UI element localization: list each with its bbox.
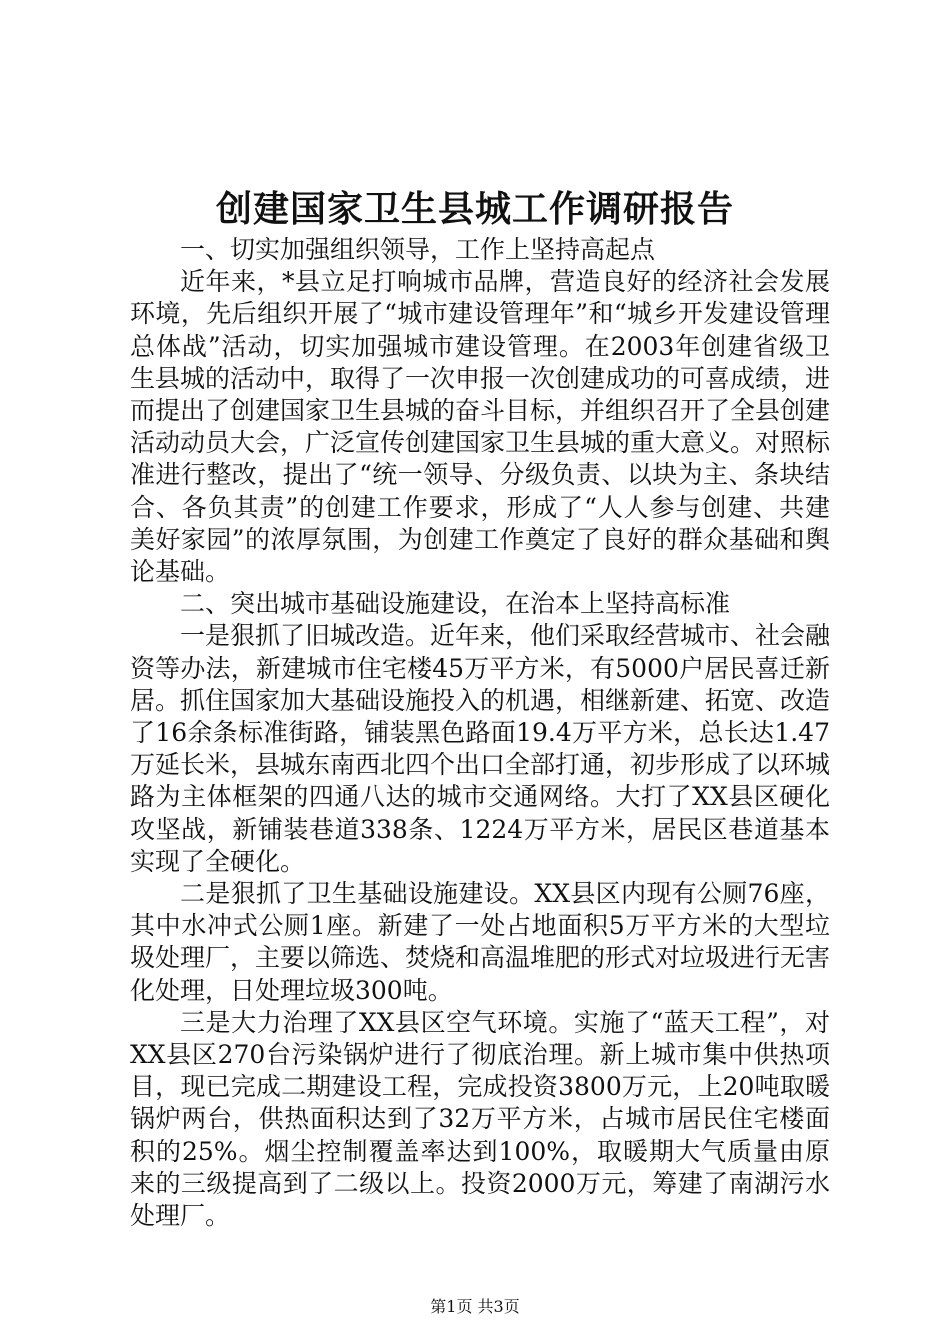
document-title: 创建国家卫生县城工作调研报告 xyxy=(215,188,734,230)
page-number-footer: 第1页 共3页 xyxy=(430,1297,520,1316)
paragraph-old-city-renovation: 一是狠抓了旧城改造。近年来，他们采取经营城市、社会融资等办法，新建城市住宅楼45万平方米，有5000户居民喜迁新居。抓住国家加大基础设施投入的机遇，相继新建、拓宽、改造了16余条标准街路，铺装黑色路面19.4万平方米，总长达1.47万延长米，县城东南西北四个出口全部打通，初步形成了以环城路为主体框架的四通八达的城市交通网络。大打了XX县区硬化攻坚战，新铺装巷道338条、1224万平方米，居民区巷道基本实现了全硬化。 xyxy=(130,621,831,876)
paragraph-organization: 近年来，*县立足打响城市品牌，营造良好的经济社会发展环境，先后组织开展了“城市建设管理年”和“城乡开发建设管理总体战”活动，切实加强城市建设管理。在2003年创建省级卫生县城的活动中，取得了一次申报一次创建成功的可喜成绩，进而提出了创建国家卫生县城的奋斗目标，并组织召开了全县创建活动动员大会，广泛宣传创建国家卫生县城的重大意义。对照标准进行整改，提出了“统一领导、分级负责、以块为主、条块结合、各负其责”的创建工作要求，形成了“人人参与创建、共建美好家园”的浓厚氛围，为创建工作奠定了良好的群众基础和舆论基础。 xyxy=(130,267,831,587)
document-body xyxy=(130,234,830,1232)
section-heading-1: 一、切实加强组织领导，工作上坚持高起点 xyxy=(180,235,656,264)
paragraph-sanitation-facilities: 二是狠抓了卫生基础设施建设。XX县区内现有公厕76座，其中水冲式公厕1座。新建了一处占地面积5万平方米的大型垃圾处理厂，主要以筛选、焚烧和高温堆肥的形式对垃圾进行无害化处理，日处理垃圾300吨。 xyxy=(130,879,831,1005)
paragraph-air-environment: 三是大力治理了XX县区空气环境。实施了“蓝天工程”，对XX县区270台污染锅炉进行了彻底治理。新上城市集中供热项目，现已完成二期建设工程，完成投资3800万元，上20吨取暖锅炉两台，供热面积达到了32万平方米，占城市居民住宅楼面积的25%。烟尘控制覆盖率达到100%，取暖期大气质量由原来的三级提高到了二级以上。投资2000万元，筹建了南湖污水处理厂。 xyxy=(130,1007,830,1231)
section-heading-2: 二、突出城市基础设施建设，在治本上坚持高标准 xyxy=(180,589,731,619)
